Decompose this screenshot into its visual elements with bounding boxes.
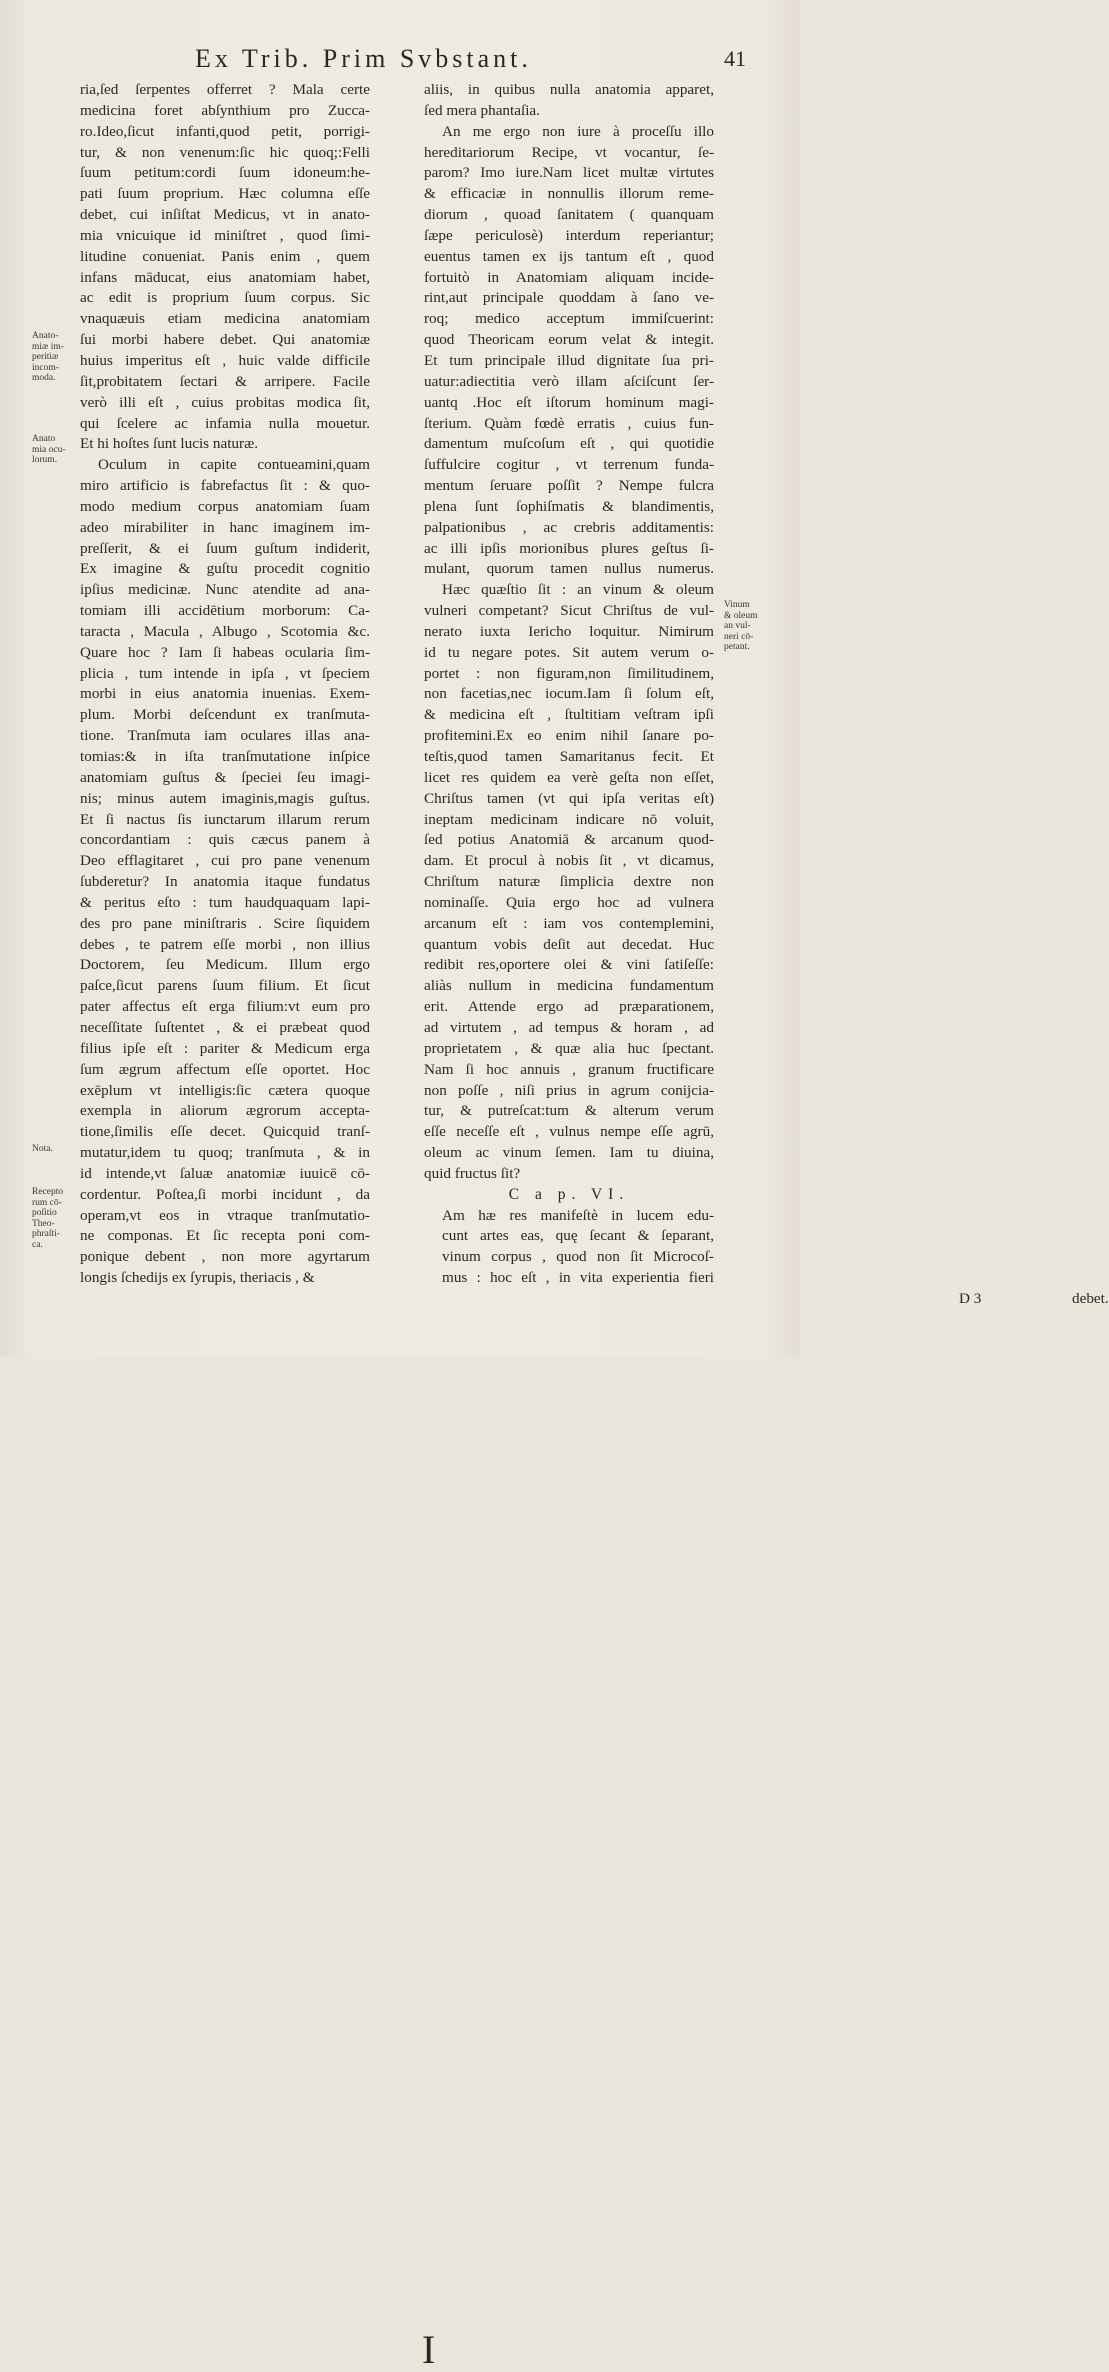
margin-note-nota: Nota. [32, 1144, 53, 1154]
text-line: erit. Attende ergo ad præparationem, [424, 998, 714, 1016]
text-line: ac edit is proprium ſuum corpus. Sic [80, 289, 370, 307]
text-line: Et tum principale illud dignitate ſua pri- [424, 351, 714, 369]
chapter-body [422, 1206, 714, 2372]
text-line: ad virtutem , ad tempus & horam , ad [424, 1018, 714, 1036]
text-line: euentus tamen ex ijs tantum eſt , quod [424, 247, 714, 265]
text-line: & medicina eſt , ſtultitiam veſtram ipſi [424, 706, 714, 724]
text-line: quid fructus ſit? [424, 1164, 521, 1182]
text-line: mulant, quorum tamen nullus numerus. [424, 560, 714, 578]
text-line: ac illi ipſis morionibus plures geſtus ſi- [424, 539, 714, 557]
text-line: Ex imagine & guſtu procedit cognitio [80, 560, 370, 578]
text-line: tur, & non venenum:ſic hic quoq;:Felli [80, 143, 370, 161]
text-line: huius imperitus eſt , huic valde difficile [80, 351, 370, 369]
text-line: concordantiam : quis cæcus panem à [80, 831, 370, 849]
text-line: proprietatem , & quæ alia huc ſpectant. [424, 1039, 714, 1057]
text-line: filius ipſe eſt : pariter & Medicum erga [80, 1039, 370, 1057]
text-line: id tu negare potes. Sit autem verum o- [424, 643, 714, 661]
text-line: Quare hoc ? Iam ſi habeas ocularia ſim- [80, 643, 370, 661]
text-line: Et ſi nactus ſis iunctarum illarum rerum [80, 810, 370, 828]
signature-line [424, 1289, 1109, 1310]
text-line: hereditariorum Recipe, vt vocantur, ſe- [424, 143, 714, 161]
text-line: ſuffulcire cogitur , vt terrenum funda- [424, 456, 714, 474]
chapter-text-line: mus : hoc eſt , in vita experientia fieri [442, 1269, 714, 1287]
text-line: tomiam illi accidētium morborum: Ca- [80, 602, 370, 620]
text-line: Chriſtus tamen (vt qui ipſa veritas eſt) [424, 789, 714, 807]
chapter-text-line: vinum corpus , quod non ſit Microcoſ- [442, 1248, 714, 1266]
text-line: vulneri competant? Sicut Chriſtus de vul- [424, 602, 714, 620]
text-line: modo medium corpus anatomiam ſuam [80, 497, 370, 515]
text-line: nerato iuxta Iericho loquitur. Nimirum [424, 622, 714, 640]
text-line: aliis, in quibus nulla anatomia apparet, [424, 81, 714, 98]
text-line: miro artificio is fabrefactus ſit : & quo- [80, 477, 370, 495]
text-line: ſæpe periculosè) interdum reperiantur; [424, 226, 714, 244]
text-line: ſum ægrum affectum eſſe oportet. Hoc [80, 1060, 370, 1078]
text-line: verò illi eſt , cuius probitas modica ſit, [80, 393, 370, 411]
text-line: parom? Imo iure.Nam licet multæ virtutes [424, 164, 714, 182]
text-line: Nam ſi hoc annuis , granum fructificare [424, 1060, 714, 1078]
text-line: plicia , tum intende in ipſa , vt ſpeciem [80, 664, 370, 682]
text-line: Doctorem, ſeu Medicum. Illum ergo [80, 956, 370, 974]
text-line: ineptam medicinam indicare nō voluit, [424, 810, 714, 828]
text-line: & efficaciæ in nonnullis illorum reme- [424, 185, 714, 203]
text-line: non poſſe , niſi prius in agrum conijcia- [424, 1081, 714, 1099]
text-line: morbi in eius anatomia inuenias. Exem- [80, 685, 370, 703]
text-line: Oculum in capite contueamini,quam [98, 456, 370, 474]
text-line: teſtis,quod tamen Samaritanus fecit. Et [424, 748, 714, 765]
text-line: adeo mirabiliter in hanc imaginem im- [80, 518, 370, 536]
text-line: rint,aut principale quoddam à ſano ve- [424, 289, 714, 307]
text-line: qui ſcelere ac infamia nulla mouetur. [80, 414, 370, 432]
text-line: ſuum petitum:cordi ſuum idoneum:he- [80, 164, 370, 182]
text-line: mia vnicuique id miniſtret , quod ſimi- [80, 226, 370, 244]
margin-note-recepto: Recepto rum cō- poſitio Theo- phraſti- ca. [32, 1187, 64, 1250]
text-line: pati ſuum proprium. Hæc columna eſſe [80, 185, 370, 203]
text-line: quod Theoricam eorum velat & integit. [424, 331, 714, 349]
text-line: uantq .Hoc eſt iſtorum hominum magi- [424, 393, 714, 411]
text-line: arcanum eſt : iam vos contemplemini, [424, 914, 714, 932]
text-line: profitemini.Ex eo enim nihil ſanare po- [424, 727, 714, 745]
text-line: Hæc quæſtio ſit : an vinum & oleum [442, 581, 714, 599]
text-line: roq; medico acceptum immiſcuerint: [424, 310, 714, 328]
text-line: mutatur,idem tu quoq; tranſmuta , & in [80, 1144, 370, 1162]
text-line: vnaquæuis etiam medicina anatomiam [80, 310, 370, 328]
text-line: non facetias,nec iocum.Iam ſi ſolum eſt, [424, 685, 714, 703]
text-line: plum. Morbi deſcendunt ex tranſmuta- [80, 706, 370, 724]
text-line: fortuitò in Anatomiam aliquam incide- [424, 268, 714, 286]
text-line: aliàs nullum in medicina fundamentum [424, 977, 714, 995]
text-line: damentum muſcoſum eſt , qui quotidie [424, 435, 714, 453]
text-line: ne componas. Et ſic recepta poni com- [80, 1227, 370, 1245]
text-line: An me ergo non iure à proceſſu illo [442, 122, 714, 140]
text-line: taracta , Macula , Albugo , Scotomia &c. [80, 622, 370, 640]
right-column-body [424, 80, 714, 1185]
text-line: debes , te patrem eſſe morbi , non illius [80, 935, 370, 953]
text-line: ſed mera phantaſia. [424, 101, 540, 119]
signature-mark: D 3 [959, 1289, 982, 1307]
margin-note-vinum-oleum: Vinum & oleum an vul- neri cō- petant. [724, 600, 758, 652]
text-line: debet, cui inſiſtat Medicus, vt in anato- [80, 206, 370, 224]
catchword: debet. [1072, 1289, 1109, 1307]
text-line: exēplum vt intelligis:ſic cætera quoque [80, 1081, 370, 1099]
text-line: ſui morbi habere debet. Qui anatomiæ [80, 331, 370, 349]
text-line: oleum ac vinum ſemen. Iam tu diuina, [424, 1144, 714, 1162]
running-head-title: Ex Trib. Prim Svbstant. [195, 44, 532, 73]
drop-cap: I [422, 2326, 436, 2372]
text-line: ſubderetur? In anatomia itaque fundatus [80, 873, 370, 891]
text-line: tione,ſimilis eſſe decet. Quicquid tranſ- [80, 1123, 370, 1141]
text-line: litudine conueniat. Panis enim , quem [80, 247, 370, 265]
text-line: id intende,vt ſaluæ anatomiæ iuuicē cō- [80, 1164, 370, 1182]
text-line: preſſerit, & ei ſuum guſtum indiderit, [80, 539, 370, 557]
text-line: Chriſtum naturæ ſimplicia dextre non [424, 873, 714, 891]
text-line: uatur:adiectitia verò illam aſciſcunt ſer- [424, 372, 714, 390]
chapter-text-line: Am hæ res manifeſtè in lucem edu- [442, 1206, 714, 1224]
text-line: nominaſſe. Quia ergo hoc ad vulnera [424, 893, 714, 911]
chapter-text-line: cunt artes eas, quę ſecant & ſeparant, [442, 1227, 714, 1245]
text-line: cordentur. Poſtea,ſi morbi incidunt , da [80, 1185, 370, 1203]
text-line: longis ſchedijs ex ſyrupis, theriacis , & [80, 1269, 315, 1287]
text-line: quantum vobis deſit aut decedat. Huc [424, 935, 714, 953]
text-line: palpationibus , ac crebris additamentis: [424, 518, 714, 536]
text-line: eſſe neceſſe eſt , vulnus nempe eſſe agrū, [424, 1123, 714, 1141]
page-number: 41 [724, 46, 746, 71]
text-line: des pro pane miniſtraris . Scire ſiquidem [80, 914, 370, 932]
text-line: ro.Ideo,ſicut infanti,quod petit, porrigi- [80, 122, 370, 140]
text-line: mentum ſeruare poſſit ? Nempe fulcra [424, 477, 714, 495]
text-line: ipſius medicinæ. Nunc atendite ad ana- [80, 581, 370, 599]
text-line: tomias:& in iſta tranſmutatione inſpice [80, 748, 370, 765]
text-line: nis; minus autem imaginis,magis guſtus. [80, 789, 370, 807]
text-line: Et hi hoſtes ſunt lucis naturæ. [80, 435, 259, 453]
left-column [80, 80, 370, 1289]
margin-note-anatomia-oculorum: Anato mia ocu- lorum. [32, 434, 66, 465]
text-line: ſit,probitatem ſectari & arripere. Facile [80, 372, 370, 390]
text-line: ria,ſed ſerpentes offerret ? Mala certe [80, 81, 370, 98]
text-line: portet : non figuram,non ſimilitudinem, [424, 664, 714, 682]
text-line: tione. Tranſmuta iam oculares illas ana- [80, 727, 370, 745]
text-line: exempla in aliorum ægrorum accepta- [80, 1102, 370, 1120]
text-line: licet res quidem ea verè geſta non eſſet, [424, 768, 714, 786]
text-line: medicina foret abſynthium pro Zucca- [80, 101, 370, 119]
text-line: anatomiam guſtus & ſpeciei ſeu imagi- [80, 768, 370, 786]
text-line: Deo efflagitaret , cui pro pane venenum [80, 852, 370, 870]
text-line: plena ſunt ſophiſmatis & blandimentis, [424, 497, 714, 515]
text-line: redibit res,oportere olei & vini ſatiſeſſe: [424, 956, 714, 974]
text-line: pater affectus eſt erga filium:vt eum pro [80, 998, 370, 1016]
text-line: & peritus eſto : tum haudquaquam lapi- [80, 893, 370, 911]
text-line: ſterium. Quàm fœdè erratis , cuius fun- [424, 414, 714, 432]
text-line: neceſſitate ſuſtentet , & ei præbeat quod [80, 1018, 370, 1036]
text-line: paſce,ſicut parens ſuum filium. Et ſicut [80, 977, 370, 995]
chapter-heading: C a p. VI. [508, 1185, 630, 1203]
text-line: ſed potius Anatomiā & arcanum quod- [424, 831, 714, 849]
margin-note-anatomiae-imperitiae: Anato- miæ im- peritiæ incom- moda. [32, 331, 64, 383]
text-line: operam,vt eos in vtraque tranſmutatio- [80, 1206, 370, 1224]
text-line: diorum , quoad ſanitatem ( quanquam [424, 206, 714, 224]
text-line: infans māducat, eius anatomiam habet, [80, 268, 370, 286]
text-line: ponique debent , non more agyrtarum [80, 1248, 370, 1266]
text-line: dam. Et procul à nobis ſit , vt dicamus, [424, 852, 714, 870]
text-line: tur, & putreſcat:tum & alterum verum [424, 1102, 714, 1120]
